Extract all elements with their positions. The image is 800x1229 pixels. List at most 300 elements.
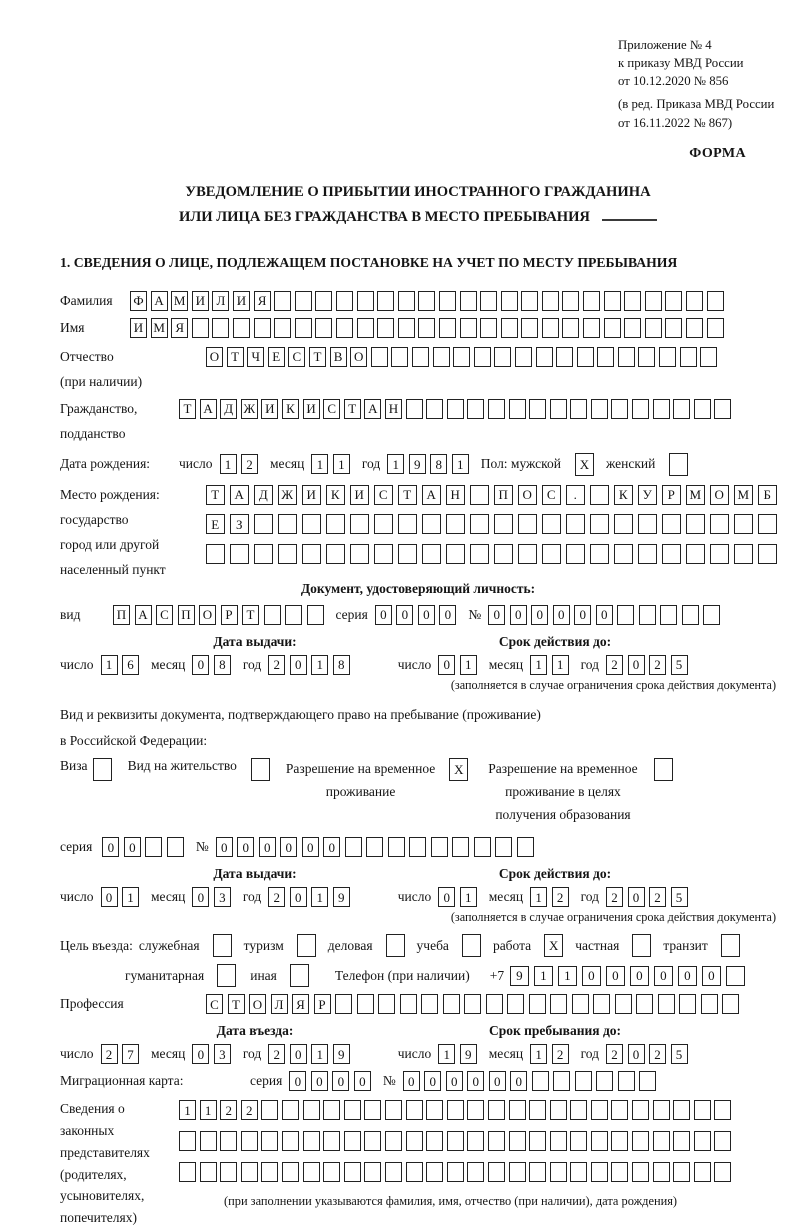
char-box[interactable] — [398, 544, 417, 564]
char-box[interactable]: 2 — [241, 1100, 258, 1120]
char-box[interactable] — [653, 1162, 670, 1182]
char-box[interactable] — [377, 318, 394, 338]
purpose-other-checkbox[interactable] — [290, 964, 309, 987]
char-box[interactable]: 9 — [409, 454, 426, 474]
char-box[interactable] — [274, 318, 291, 338]
char-box[interactable]: А — [422, 485, 441, 505]
char-box[interactable] — [179, 1162, 196, 1182]
char-box[interactable] — [536, 347, 553, 367]
char-box[interactable] — [447, 1162, 464, 1182]
char-box[interactable]: С — [542, 485, 561, 505]
char-box[interactable] — [550, 1162, 567, 1182]
char-box[interactable]: 6 — [122, 655, 139, 675]
char-box[interactable]: 2 — [268, 1044, 285, 1064]
char-box[interactable] — [521, 318, 538, 338]
char-box[interactable]: Е — [268, 347, 285, 367]
char-box[interactable]: 7 — [122, 1044, 139, 1064]
char-box[interactable]: М — [171, 291, 188, 311]
char-box[interactable] — [654, 758, 673, 781]
char-box[interactable]: 0 — [510, 1071, 527, 1091]
char-box[interactable] — [323, 1162, 340, 1182]
char-box[interactable] — [662, 544, 681, 564]
char-box[interactable] — [494, 347, 511, 367]
gender-male-checkbox[interactable] — [575, 453, 594, 476]
char-box[interactable] — [464, 994, 481, 1014]
char-box[interactable] — [590, 544, 609, 564]
char-box[interactable]: 0 — [574, 605, 591, 625]
char-box[interactable] — [583, 291, 600, 311]
char-box[interactable] — [303, 1131, 320, 1151]
char-box[interactable]: Н — [385, 399, 402, 419]
char-box[interactable] — [261, 1131, 278, 1151]
char-box[interactable] — [488, 1162, 505, 1182]
char-box[interactable] — [391, 347, 408, 367]
char-box[interactable] — [515, 347, 532, 367]
char-box[interactable] — [251, 758, 270, 781]
char-box[interactable] — [542, 291, 559, 311]
char-box[interactable] — [406, 1131, 423, 1151]
char-box[interactable] — [632, 1100, 649, 1120]
char-box[interactable] — [638, 347, 655, 367]
char-box[interactable] — [364, 1100, 381, 1120]
char-box[interactable] — [570, 1162, 587, 1182]
char-box[interactable] — [357, 994, 374, 1014]
char-box[interactable] — [453, 347, 470, 367]
char-box[interactable]: 0 — [424, 1071, 441, 1091]
purpose-private-checkbox[interactable] — [632, 934, 651, 957]
char-box[interactable] — [597, 347, 614, 367]
char-box[interactable]: К — [326, 485, 345, 505]
char-box[interactable]: З — [230, 514, 249, 534]
char-box[interactable]: 0 — [280, 837, 297, 857]
char-box[interactable]: X — [449, 758, 468, 781]
char-box[interactable] — [488, 399, 505, 419]
char-box[interactable]: Л — [271, 994, 288, 1014]
char-box[interactable] — [295, 291, 312, 311]
char-box[interactable] — [507, 994, 524, 1014]
char-box[interactable]: 0 — [311, 1071, 328, 1091]
char-box[interactable]: Ч — [247, 347, 264, 367]
char-box[interactable] — [467, 1162, 484, 1182]
char-box[interactable]: 1 — [311, 655, 328, 675]
char-box[interactable]: 2 — [552, 1044, 569, 1064]
char-box[interactable] — [364, 1162, 381, 1182]
char-box[interactable]: Я — [292, 994, 309, 1014]
char-box[interactable]: У — [638, 485, 657, 505]
char-box[interactable] — [254, 544, 273, 564]
char-box[interactable]: 0 — [124, 837, 141, 857]
char-box[interactable]: 0 — [446, 1071, 463, 1091]
char-box[interactable]: 2 — [268, 655, 285, 675]
char-box[interactable] — [707, 291, 724, 311]
char-box[interactable]: 0 — [418, 605, 435, 625]
char-box[interactable] — [591, 1162, 608, 1182]
char-box[interactable] — [679, 994, 696, 1014]
char-box[interactable] — [734, 544, 753, 564]
char-box[interactable] — [686, 514, 705, 534]
char-box[interactable] — [714, 1100, 731, 1120]
char-box[interactable]: 0 — [678, 966, 697, 986]
char-box[interactable] — [591, 399, 608, 419]
char-box[interactable]: 3 — [214, 887, 231, 907]
char-box[interactable] — [344, 1100, 361, 1120]
char-box[interactable]: В — [330, 347, 347, 367]
char-box[interactable]: М — [734, 485, 753, 505]
char-box[interactable]: 5 — [671, 655, 688, 675]
char-box[interactable]: 0 — [438, 655, 455, 675]
char-box[interactable] — [714, 1162, 731, 1182]
char-box[interactable]: Р — [314, 994, 331, 1014]
char-box[interactable]: С — [206, 994, 223, 1014]
char-box[interactable]: 0 — [438, 887, 455, 907]
char-box[interactable] — [721, 934, 740, 957]
char-box[interactable] — [645, 291, 662, 311]
char-box[interactable]: 1 — [534, 966, 553, 986]
char-box[interactable] — [412, 347, 429, 367]
char-box[interactable] — [665, 291, 682, 311]
char-box[interactable]: 9 — [510, 966, 529, 986]
char-box[interactable] — [591, 1100, 608, 1120]
char-box[interactable]: А — [151, 291, 168, 311]
char-box[interactable]: Л — [212, 291, 229, 311]
char-box[interactable] — [323, 1131, 340, 1151]
char-box[interactable] — [315, 318, 332, 338]
char-box[interactable] — [562, 318, 579, 338]
char-box[interactable] — [673, 1131, 690, 1151]
char-box[interactable] — [542, 544, 561, 564]
char-box[interactable]: Т — [179, 399, 196, 419]
char-box[interactable] — [302, 544, 321, 564]
char-box[interactable]: 0 — [582, 966, 601, 986]
char-box[interactable] — [409, 837, 426, 857]
char-box[interactable] — [345, 837, 362, 857]
char-box[interactable]: Ж — [241, 399, 258, 419]
char-box[interactable] — [421, 994, 438, 1014]
purpose-work-checkbox[interactable] — [544, 934, 563, 957]
char-box[interactable] — [233, 318, 250, 338]
char-box[interactable]: 1 — [122, 887, 139, 907]
char-box[interactable] — [583, 318, 600, 338]
char-box[interactable] — [494, 514, 513, 534]
char-box[interactable] — [669, 453, 688, 476]
char-box[interactable] — [254, 514, 273, 534]
char-box[interactable] — [378, 994, 395, 1014]
char-box[interactable] — [357, 291, 374, 311]
char-box[interactable]: Ф — [130, 291, 147, 311]
char-box[interactable] — [326, 514, 345, 534]
char-box[interactable] — [529, 399, 546, 419]
char-box[interactable]: 1 — [387, 454, 404, 474]
char-box[interactable] — [480, 291, 497, 311]
char-box[interactable]: Ж — [278, 485, 297, 505]
char-box[interactable] — [377, 291, 394, 311]
char-box[interactable] — [302, 514, 321, 534]
char-box[interactable]: 2 — [241, 454, 258, 474]
char-box[interactable]: Я — [171, 318, 188, 338]
char-box[interactable] — [653, 1131, 670, 1151]
char-box[interactable]: 0 — [467, 1071, 484, 1091]
char-box[interactable] — [653, 1100, 670, 1120]
char-box[interactable]: Т — [344, 399, 361, 419]
char-box[interactable] — [494, 544, 513, 564]
char-box[interactable] — [615, 994, 632, 1014]
char-box[interactable]: 1 — [530, 655, 547, 675]
char-box[interactable]: Т — [227, 347, 244, 367]
char-box[interactable] — [632, 934, 651, 957]
char-box[interactable] — [470, 514, 489, 534]
purpose-humanitarian-checkbox[interactable] — [217, 964, 236, 987]
char-box[interactable] — [326, 544, 345, 564]
char-box[interactable]: О — [710, 485, 729, 505]
char-box[interactable]: 0 — [354, 1071, 371, 1091]
char-box[interactable] — [418, 318, 435, 338]
char-box[interactable]: П — [113, 605, 130, 625]
char-box[interactable]: 1 — [200, 1100, 217, 1120]
char-box[interactable] — [426, 399, 443, 419]
char-box[interactable]: 3 — [214, 1044, 231, 1064]
char-box[interactable]: 2 — [649, 1044, 666, 1064]
char-box[interactable] — [439, 318, 456, 338]
char-box[interactable]: Р — [221, 605, 238, 625]
char-box[interactable]: 2 — [606, 887, 623, 907]
char-box[interactable] — [303, 1162, 320, 1182]
char-box[interactable]: 1 — [438, 1044, 455, 1064]
char-box[interactable]: К — [282, 399, 299, 419]
char-box[interactable]: Т — [242, 605, 259, 625]
char-box[interactable] — [488, 1100, 505, 1120]
char-box[interactable] — [474, 347, 491, 367]
char-box[interactable] — [470, 485, 489, 505]
char-box[interactable]: И — [303, 399, 320, 419]
char-box[interactable] — [261, 1162, 278, 1182]
char-box[interactable] — [518, 544, 537, 564]
char-box[interactable] — [618, 347, 635, 367]
char-box[interactable] — [480, 318, 497, 338]
char-box[interactable] — [673, 1162, 690, 1182]
char-box[interactable]: 0 — [323, 837, 340, 857]
residence-permit-checkbox[interactable] — [251, 758, 270, 781]
char-box[interactable]: И — [130, 318, 147, 338]
char-box[interactable] — [431, 837, 448, 857]
char-box[interactable]: 2 — [101, 1044, 118, 1064]
char-box[interactable]: 0 — [290, 655, 307, 675]
char-box[interactable] — [230, 544, 249, 564]
char-box[interactable] — [488, 1131, 505, 1151]
char-box[interactable]: 0 — [290, 887, 307, 907]
char-box[interactable] — [398, 291, 415, 311]
char-box[interactable]: О — [518, 485, 537, 505]
char-box[interactable]: 0 — [630, 966, 649, 986]
char-box[interactable] — [443, 994, 460, 1014]
char-box[interactable] — [659, 347, 676, 367]
char-box[interactable] — [220, 1162, 237, 1182]
char-box[interactable]: Д — [254, 485, 273, 505]
char-box[interactable] — [285, 605, 302, 625]
char-box[interactable] — [618, 1071, 635, 1091]
char-box[interactable]: 0 — [396, 605, 413, 625]
char-box[interactable] — [694, 1131, 711, 1151]
char-box[interactable]: 0 — [628, 887, 645, 907]
char-box[interactable]: 0 — [216, 837, 233, 857]
char-box[interactable] — [400, 994, 417, 1014]
char-box[interactable] — [550, 1100, 567, 1120]
char-box[interactable] — [707, 318, 724, 338]
char-box[interactable] — [447, 1100, 464, 1120]
char-box[interactable] — [447, 399, 464, 419]
char-box[interactable] — [680, 347, 697, 367]
char-box[interactable] — [673, 399, 690, 419]
char-box[interactable] — [290, 964, 309, 987]
char-box[interactable] — [385, 1131, 402, 1151]
char-box[interactable]: С — [374, 485, 393, 505]
char-box[interactable]: О — [350, 347, 367, 367]
char-box[interactable] — [447, 1131, 464, 1151]
char-box[interactable] — [344, 1162, 361, 1182]
char-box[interactable] — [701, 994, 718, 1014]
char-box[interactable] — [550, 994, 567, 1014]
char-box[interactable]: 5 — [671, 887, 688, 907]
char-box[interactable] — [639, 1071, 656, 1091]
char-box[interactable] — [282, 1131, 299, 1151]
purpose-study-checkbox[interactable] — [462, 934, 481, 957]
char-box[interactable] — [295, 318, 312, 338]
char-box[interactable]: Т — [228, 994, 245, 1014]
char-box[interactable] — [639, 605, 656, 625]
char-box[interactable]: Н — [446, 485, 465, 505]
char-box[interactable] — [611, 1162, 628, 1182]
char-box[interactable] — [638, 514, 657, 534]
char-box[interactable] — [714, 399, 731, 419]
char-box[interactable]: Д — [220, 399, 237, 419]
char-box[interactable]: 9 — [333, 887, 350, 907]
char-box[interactable] — [632, 399, 649, 419]
char-box[interactable] — [323, 1100, 340, 1120]
char-box[interactable]: А — [200, 399, 217, 419]
title-blank-line[interactable] — [602, 219, 657, 221]
char-box[interactable] — [636, 994, 653, 1014]
char-box[interactable]: 0 — [606, 966, 625, 986]
char-box[interactable] — [200, 1162, 217, 1182]
char-box[interactable] — [303, 1100, 320, 1120]
char-box[interactable]: 0 — [192, 887, 209, 907]
char-box[interactable]: О — [206, 347, 223, 367]
char-box[interactable]: А — [364, 399, 381, 419]
char-box[interactable]: 0 — [596, 605, 613, 625]
char-box[interactable] — [710, 544, 729, 564]
char-box[interactable] — [556, 347, 573, 367]
char-box[interactable] — [596, 1071, 613, 1091]
char-box[interactable] — [467, 399, 484, 419]
char-box[interactable] — [386, 934, 405, 957]
char-box[interactable] — [470, 544, 489, 564]
char-box[interactable] — [572, 994, 589, 1014]
char-box[interactable]: 0 — [101, 887, 118, 907]
purpose-business-checkbox[interactable] — [386, 934, 405, 957]
char-box[interactable] — [632, 1131, 649, 1151]
char-box[interactable]: 1 — [311, 454, 328, 474]
char-box[interactable] — [278, 514, 297, 534]
temp-permit-checkbox[interactable] — [449, 758, 468, 781]
char-box[interactable]: 0 — [654, 966, 673, 986]
char-box[interactable]: 0 — [102, 837, 119, 857]
purpose-tourism-checkbox[interactable] — [297, 934, 316, 957]
char-box[interactable] — [517, 837, 534, 857]
char-box[interactable]: 1 — [179, 1100, 196, 1120]
char-box[interactable] — [550, 1131, 567, 1151]
char-box[interactable] — [282, 1100, 299, 1120]
purpose-official-checkbox[interactable] — [213, 934, 232, 957]
char-box[interactable] — [673, 1100, 690, 1120]
char-box[interactable] — [357, 318, 374, 338]
char-box[interactable] — [509, 399, 526, 419]
char-box[interactable] — [542, 318, 559, 338]
char-box[interactable] — [467, 1131, 484, 1151]
char-box[interactable]: 0 — [375, 605, 392, 625]
char-box[interactable]: О — [199, 605, 216, 625]
char-box[interactable]: И — [261, 399, 278, 419]
char-box[interactable] — [467, 1100, 484, 1120]
char-box[interactable] — [422, 544, 441, 564]
char-box[interactable] — [638, 544, 657, 564]
char-box[interactable]: Е — [206, 514, 225, 534]
char-box[interactable]: 0 — [403, 1071, 420, 1091]
char-box[interactable] — [495, 837, 512, 857]
char-box[interactable]: О — [249, 994, 266, 1014]
char-box[interactable]: 0 — [628, 655, 645, 675]
char-box[interactable] — [686, 544, 705, 564]
char-box[interactable]: 0 — [702, 966, 721, 986]
char-box[interactable]: 1 — [558, 966, 577, 986]
char-box[interactable] — [529, 1131, 546, 1151]
char-box[interactable]: 0 — [489, 1071, 506, 1091]
char-box[interactable] — [593, 994, 610, 1014]
char-box[interactable]: Я — [254, 291, 271, 311]
char-box[interactable] — [398, 318, 415, 338]
char-box[interactable] — [418, 291, 435, 311]
char-box[interactable] — [694, 1100, 711, 1120]
char-box[interactable] — [614, 544, 633, 564]
char-box[interactable]: 0 — [439, 605, 456, 625]
gender-female-checkbox[interactable] — [669, 453, 688, 476]
char-box[interactable] — [145, 837, 162, 857]
char-box[interactable] — [307, 605, 324, 625]
char-box[interactable] — [452, 837, 469, 857]
char-box[interactable] — [350, 514, 369, 534]
char-box[interactable] — [518, 514, 537, 534]
char-box[interactable] — [529, 994, 546, 1014]
char-box[interactable] — [433, 347, 450, 367]
char-box[interactable] — [521, 291, 538, 311]
char-box[interactable] — [590, 485, 609, 505]
char-box[interactable] — [682, 605, 699, 625]
char-box[interactable] — [501, 291, 518, 311]
char-box[interactable]: 1 — [333, 454, 350, 474]
char-box[interactable] — [282, 1162, 299, 1182]
char-box[interactable] — [550, 399, 567, 419]
char-box[interactable]: 0 — [510, 605, 527, 625]
char-box[interactable] — [734, 514, 753, 534]
char-box[interactable] — [604, 291, 621, 311]
char-box[interactable] — [213, 934, 232, 957]
char-box[interactable]: И — [350, 485, 369, 505]
char-box[interactable] — [611, 1100, 628, 1120]
char-box[interactable]: 0 — [192, 1044, 209, 1064]
char-box[interactable] — [686, 291, 703, 311]
char-box[interactable] — [212, 318, 229, 338]
char-box[interactable] — [350, 544, 369, 564]
char-box[interactable] — [632, 1162, 649, 1182]
char-box[interactable] — [660, 605, 677, 625]
